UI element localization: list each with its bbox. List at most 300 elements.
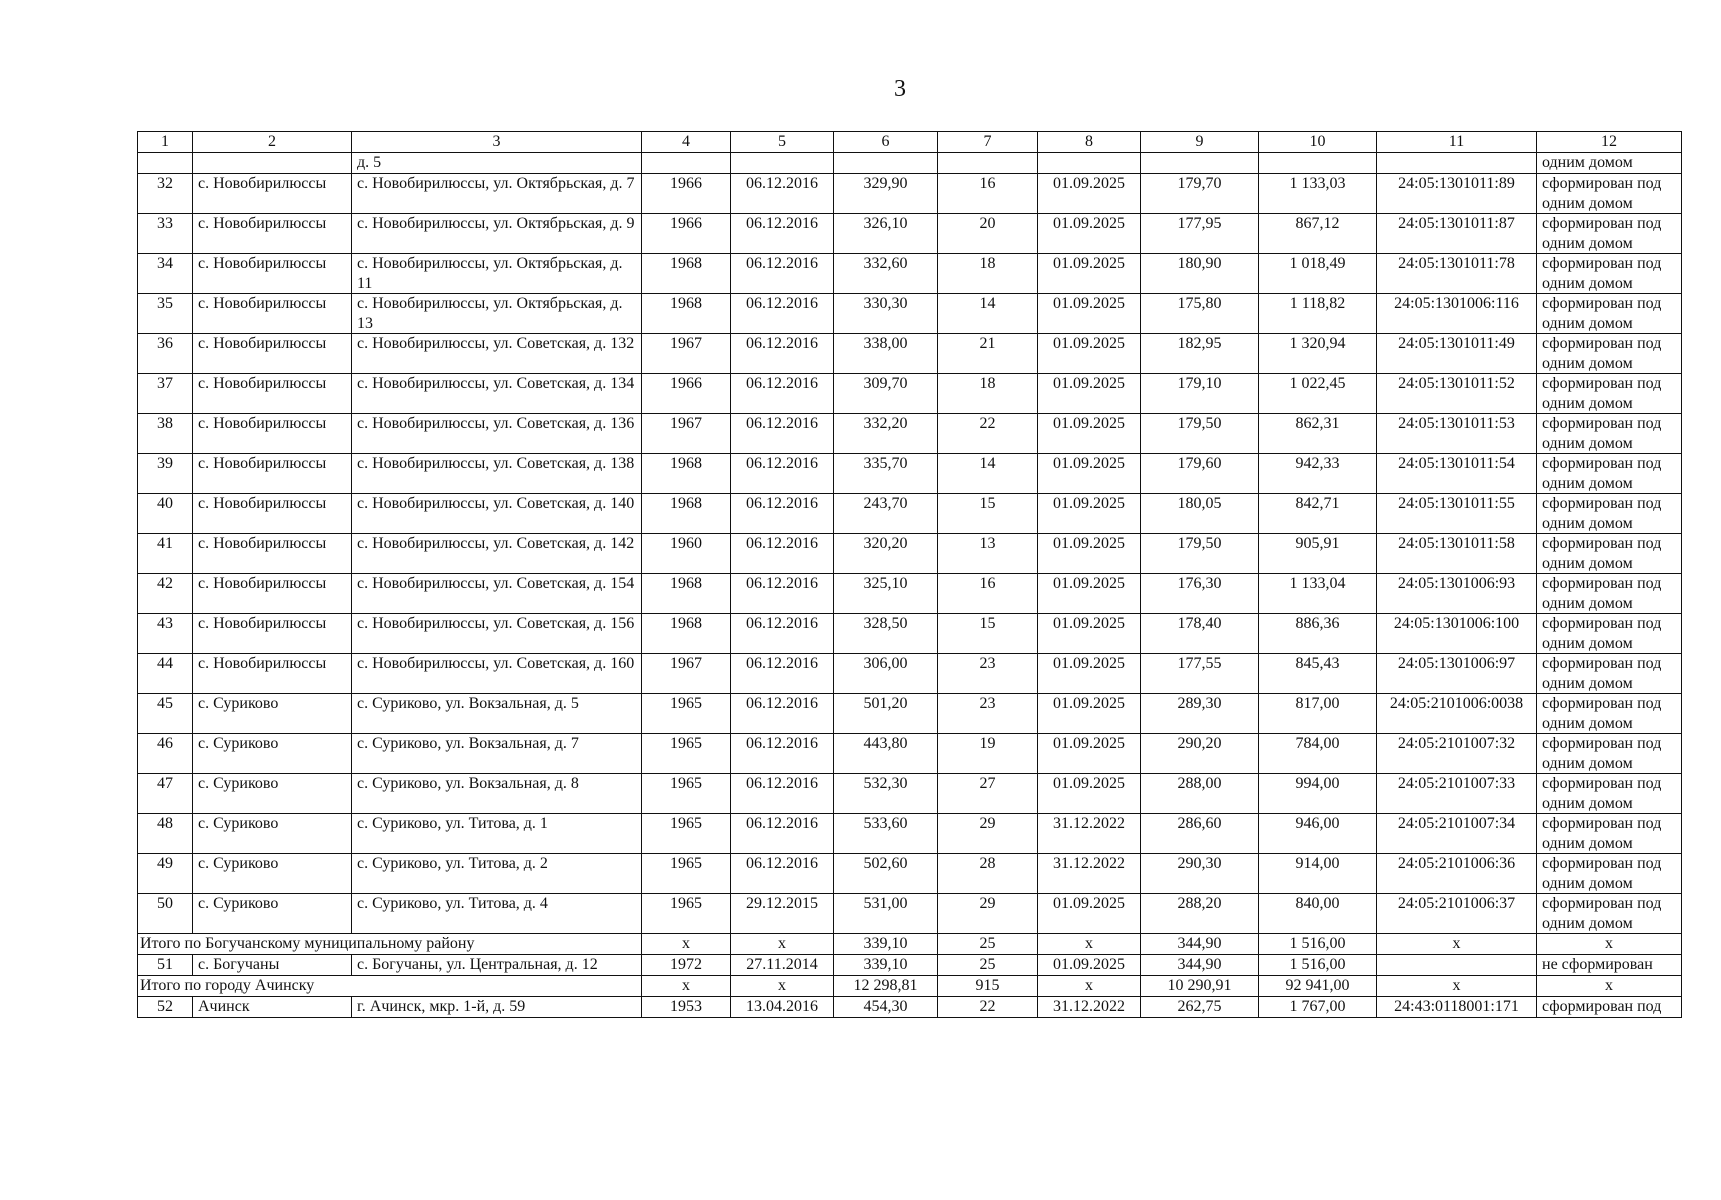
cell-c12: сформирован под одним домом [1537, 254, 1682, 294]
total-row [138, 934, 1682, 955]
cell-c10: 867,12 [1259, 214, 1377, 254]
cell-c7: 23 [938, 654, 1038, 694]
cell-c11: 24:05:1301006:97 [1377, 654, 1537, 694]
col-header-6: 6 [834, 132, 938, 153]
cell-c2: с. Новобирилюссы [193, 414, 352, 454]
cell-c9: 180,90 [1141, 254, 1259, 294]
cell-c12: сформирован под одним домом [1537, 614, 1682, 654]
cell-c11: 24:05:1301006:116 [1377, 294, 1537, 334]
cell-c8: х [1038, 976, 1141, 997]
cell-c1: 44 [138, 654, 193, 694]
cell-c12: сформирован под одним домом [1537, 854, 1682, 894]
cell-c4: 1966 [642, 174, 731, 214]
cell-c3: с. Новобирилюссы, ул. Советская, д. 160 [352, 654, 642, 694]
cell-c3: с. Новобирилюссы, ул. Советская, д. 154 [352, 574, 642, 614]
cell-c6: 454,30 [834, 997, 938, 1018]
cell-c1: 37 [138, 374, 193, 414]
cell-c8: 01.09.2025 [1038, 654, 1141, 694]
cell-c7: 25 [938, 934, 1038, 955]
cell-c1: 34 [138, 254, 193, 294]
table-row [138, 894, 1682, 934]
cell-c2: с. Новобирилюссы [193, 574, 352, 614]
cell-c6: 325,10 [834, 574, 938, 614]
cell-c11 [1377, 153, 1537, 174]
cell-c9: 179,10 [1141, 374, 1259, 414]
total-label: Итого по городу Ачинску [138, 976, 642, 997]
cell-c7: 19 [938, 734, 1038, 774]
col-header-10: 10 [1259, 132, 1377, 153]
cell-c4: 1967 [642, 334, 731, 374]
cell-c12: сформирован под одним домом [1537, 574, 1682, 614]
cell-c8: 01.09.2025 [1038, 894, 1141, 934]
cell-c2: с. Новобирилюссы [193, 254, 352, 294]
total-row [138, 976, 1682, 997]
cell-c6: 332,20 [834, 414, 938, 454]
table-row [138, 614, 1682, 654]
cell-c9: 290,30 [1141, 854, 1259, 894]
cell-c4: 1968 [642, 614, 731, 654]
cell-c7: 915 [938, 976, 1038, 997]
cell-c1: 51 [138, 955, 193, 976]
cell-c3: с. Новобирилюссы, ул. Советская, д. 138 [352, 454, 642, 494]
cell-c1: 39 [138, 454, 193, 494]
col-header-5: 5 [731, 132, 834, 153]
cell-c4: 1968 [642, 254, 731, 294]
cell-c11: х [1377, 934, 1537, 955]
cell-c4: 1968 [642, 574, 731, 614]
cell-c5: х [731, 976, 834, 997]
cell-c9: 178,40 [1141, 614, 1259, 654]
cell-c2: с. Новобирилюссы [193, 294, 352, 334]
table-row [138, 414, 1682, 454]
cell-c2: Ачинск [193, 997, 352, 1018]
cell-c10: 942,33 [1259, 454, 1377, 494]
cell-c6: 320,20 [834, 534, 938, 574]
cell-c11: 24:05:1301006:93 [1377, 574, 1537, 614]
cell-c7: 27 [938, 774, 1038, 814]
cell-c5: х [731, 934, 834, 955]
cell-c3: с. Суриково, ул. Титова, д. 4 [352, 894, 642, 934]
cell-c1: 32 [138, 174, 193, 214]
cell-c4: 1968 [642, 294, 731, 334]
cell-c12: сформирован под одним домом [1537, 174, 1682, 214]
cell-c8: 01.09.2025 [1038, 334, 1141, 374]
cell-c4: 1966 [642, 374, 731, 414]
cell-c10: 1 022,45 [1259, 374, 1377, 414]
cell-c6: 306,00 [834, 654, 938, 694]
cell-c11: 24:05:2101007:32 [1377, 734, 1537, 774]
total-label: Итого по Богучанскому муниципальному району [138, 934, 642, 955]
cell-c12: сформирован под одним домом [1537, 814, 1682, 854]
cell-c5: 06.12.2016 [731, 454, 834, 494]
cell-c4: 1972 [642, 955, 731, 976]
cell-c5: 06.12.2016 [731, 654, 834, 694]
cell-c2: с. Суриково [193, 894, 352, 934]
cell-c2: с. Богучаны [193, 955, 352, 976]
cell-c9: 289,30 [1141, 694, 1259, 734]
cell-c5: 27.11.2014 [731, 955, 834, 976]
cell-c7: 22 [938, 414, 1038, 454]
cell-c2: с. Новобирилюссы [193, 374, 352, 414]
cell-c10: 1 516,00 [1259, 934, 1377, 955]
table-row [138, 734, 1682, 774]
cell-c12: х [1537, 976, 1682, 997]
cell-c12: сформирован под одним домом [1537, 894, 1682, 934]
cell-c9: 344,90 [1141, 934, 1259, 955]
cell-c12: сформирован под одним домом [1537, 374, 1682, 414]
cell-c6: 330,30 [834, 294, 938, 334]
cell-c5: 06.12.2016 [731, 734, 834, 774]
cell-c1 [138, 153, 193, 174]
cell-c6: 339,10 [834, 934, 938, 955]
cell-c10: 886,36 [1259, 614, 1377, 654]
cell-c8: 01.09.2025 [1038, 614, 1141, 654]
cell-c3: с. Суриково, ул. Титова, д. 1 [352, 814, 642, 854]
cell-c8: 01.09.2025 [1038, 374, 1141, 414]
cell-c3: г. Ачинск, мкр. 1-й, д. 59 [352, 997, 642, 1018]
cell-c12: сформирован под одним домом [1537, 454, 1682, 494]
cell-c9 [1141, 153, 1259, 174]
cell-c3: с. Новобирилюссы, ул. Октябрьская, д. 11 [352, 254, 642, 294]
cell-c5: 29.12.2015 [731, 894, 834, 934]
cell-c9: 175,80 [1141, 294, 1259, 334]
cell-c12: сформирован под одним домом [1537, 694, 1682, 734]
cell-c10 [1259, 153, 1377, 174]
cell-c5 [731, 153, 834, 174]
cell-c8: 01.09.2025 [1038, 694, 1141, 734]
cell-c8: 01.09.2025 [1038, 774, 1141, 814]
cell-c9: 177,55 [1141, 654, 1259, 694]
cell-c10: 946,00 [1259, 814, 1377, 854]
cell-c6: 339,10 [834, 955, 938, 976]
cell-c4: 1966 [642, 214, 731, 254]
cell-c4 [642, 153, 731, 174]
cell-c3: с. Новобирилюссы, ул. Советская, д. 142 [352, 534, 642, 574]
cell-c1: 52 [138, 997, 193, 1018]
cell-c11: 24:05:2101006:36 [1377, 854, 1537, 894]
cell-c11: 24:05:2101007:34 [1377, 814, 1537, 854]
cell-c8: 01.09.2025 [1038, 534, 1141, 574]
cell-c11: 24:05:1301011:87 [1377, 214, 1537, 254]
col-header-7: 7 [938, 132, 1038, 153]
cell-c3: с. Новобирилюссы, ул. Советская, д. 136 [352, 414, 642, 454]
cell-c4: 1953 [642, 997, 731, 1018]
cell-c9: 179,50 [1141, 414, 1259, 454]
cell-c10: 862,31 [1259, 414, 1377, 454]
col-header-11: 11 [1377, 132, 1537, 153]
cell-c11: 24:05:1301011:49 [1377, 334, 1537, 374]
cell-c11: 24:05:1301011:89 [1377, 174, 1537, 214]
cell-c5: 06.12.2016 [731, 494, 834, 534]
cell-c5: 06.12.2016 [731, 334, 834, 374]
cell-c10: 842,71 [1259, 494, 1377, 534]
cell-c4: 1965 [642, 854, 731, 894]
cell-c4: х [642, 976, 731, 997]
cell-c1: 42 [138, 574, 193, 614]
cell-c10: 1 516,00 [1259, 955, 1377, 976]
cell-c8: 31.12.2022 [1038, 854, 1141, 894]
table-row [138, 494, 1682, 534]
cell-c10: 994,00 [1259, 774, 1377, 814]
cell-c5: 06.12.2016 [731, 254, 834, 294]
cell-c7: 13 [938, 534, 1038, 574]
cell-c10: 1 767,00 [1259, 997, 1377, 1018]
cell-c6: 332,60 [834, 254, 938, 294]
cell-c9: 180,05 [1141, 494, 1259, 534]
cell-c4: 1965 [642, 694, 731, 734]
table-row [138, 534, 1682, 574]
cell-c10: 1 018,49 [1259, 254, 1377, 294]
table-row [138, 854, 1682, 894]
cell-c10: 92 941,00 [1259, 976, 1377, 997]
cell-c9: 262,75 [1141, 997, 1259, 1018]
table-row [138, 334, 1682, 374]
table-row [138, 574, 1682, 614]
cell-c7 [938, 153, 1038, 174]
cell-c8: 01.09.2025 [1038, 294, 1141, 334]
col-header-8: 8 [1038, 132, 1141, 153]
cell-c3: с. Суриково, ул. Вокзальная, д. 8 [352, 774, 642, 814]
header-row [138, 132, 1682, 153]
cell-c7: 14 [938, 454, 1038, 494]
cell-c1: 49 [138, 854, 193, 894]
cell-c6: 533,60 [834, 814, 938, 854]
cell-c10: 1 133,03 [1259, 174, 1377, 214]
col-header-2: 2 [193, 132, 352, 153]
cell-c11: 24:05:1301011:58 [1377, 534, 1537, 574]
cell-c4: 1965 [642, 774, 731, 814]
cell-c12: не сформирован [1537, 955, 1682, 976]
cell-c8: 01.09.2025 [1038, 214, 1141, 254]
table-row [138, 814, 1682, 854]
cell-c6: 335,70 [834, 454, 938, 494]
cell-c7: 20 [938, 214, 1038, 254]
table-row [138, 254, 1682, 294]
cell-c3: с. Новобирилюссы, ул. Советская, д. 132 [352, 334, 642, 374]
cell-c2: с. Новобирилюссы [193, 614, 352, 654]
cell-c8 [1038, 153, 1141, 174]
cell-c8: х [1038, 934, 1141, 955]
cell-c9: 10 290,91 [1141, 976, 1259, 997]
cell-c12: сформирован под одним домом [1537, 534, 1682, 574]
cell-c12: сформирован под одним домом [1537, 774, 1682, 814]
cell-c11: 24:05:1301011:53 [1377, 414, 1537, 454]
cell-c12: одним домом [1537, 153, 1682, 174]
cell-c3: с. Суриково, ул. Вокзальная, д. 5 [352, 694, 642, 734]
table-row [138, 774, 1682, 814]
cell-c7: 15 [938, 614, 1038, 654]
cell-c5: 06.12.2016 [731, 214, 834, 254]
cell-c3: с. Новобирилюссы, ул. Советская, д. 134 [352, 374, 642, 414]
cell-c9: 179,70 [1141, 174, 1259, 214]
cell-c4: 1967 [642, 414, 731, 454]
cell-c1: 45 [138, 694, 193, 734]
cell-c1: 46 [138, 734, 193, 774]
cell-c7: 25 [938, 955, 1038, 976]
cell-c8: 01.09.2025 [1038, 414, 1141, 454]
cell-c4: 1967 [642, 654, 731, 694]
cell-c1: 38 [138, 414, 193, 454]
cell-c9: 179,60 [1141, 454, 1259, 494]
cell-c8: 01.09.2025 [1038, 454, 1141, 494]
cell-c1: 50 [138, 894, 193, 934]
cell-c4: 1968 [642, 454, 731, 494]
cell-c5: 06.12.2016 [731, 374, 834, 414]
col-header-3: 3 [352, 132, 642, 153]
cell-c5: 06.12.2016 [731, 814, 834, 854]
cell-c12: сформирован под одним домом [1537, 334, 1682, 374]
cell-c2: с. Новобирилюссы [193, 494, 352, 534]
cell-c4: 1965 [642, 814, 731, 854]
cell-c1: 41 [138, 534, 193, 574]
cell-c3: с. Новобирилюссы, ул. Советская, д. 140 [352, 494, 642, 534]
cell-c12: сформирован под [1537, 997, 1682, 1018]
cell-c7: 16 [938, 174, 1038, 214]
cell-c7: 28 [938, 854, 1038, 894]
cell-c11: 24:05:1301006:100 [1377, 614, 1537, 654]
cell-c9: 177,95 [1141, 214, 1259, 254]
cell-c12: сформирован под одним домом [1537, 654, 1682, 694]
table-row [138, 955, 1682, 976]
cell-c5: 06.12.2016 [731, 854, 834, 894]
cell-c3: с. Новобирилюссы, ул. Октябрьская, д. 7 [352, 174, 642, 214]
col-header-9: 9 [1141, 132, 1259, 153]
cell-c7: 29 [938, 894, 1038, 934]
cell-c5: 06.12.2016 [731, 774, 834, 814]
cell-c11: 24:05:1301011:54 [1377, 454, 1537, 494]
col-header-12: 12 [1537, 132, 1682, 153]
cell-c11: 24:05:1301011:55 [1377, 494, 1537, 534]
cell-c6: 502,60 [834, 854, 938, 894]
cell-c1: 33 [138, 214, 193, 254]
cell-c10: 1 320,94 [1259, 334, 1377, 374]
cell-c6: 309,70 [834, 374, 938, 414]
cell-c6: 243,70 [834, 494, 938, 534]
col-header-4: 4 [642, 132, 731, 153]
cell-c10: 817,00 [1259, 694, 1377, 734]
cell-c7: 23 [938, 694, 1038, 734]
cell-c6: 532,30 [834, 774, 938, 814]
cell-c10: 784,00 [1259, 734, 1377, 774]
cell-c2: с. Новобирилюссы [193, 334, 352, 374]
cell-c8: 01.09.2025 [1038, 494, 1141, 534]
cell-c2: с. Новобирилюссы [193, 534, 352, 574]
cell-c6: 531,00 [834, 894, 938, 934]
table-row [138, 454, 1682, 494]
cell-c5: 06.12.2016 [731, 694, 834, 734]
cell-c8: 01.09.2025 [1038, 574, 1141, 614]
cell-c12: сформирован под одним домом [1537, 494, 1682, 534]
cell-c9: 182,95 [1141, 334, 1259, 374]
cell-c12: сформирован под одним домом [1537, 414, 1682, 454]
cell-c9: 344,90 [1141, 955, 1259, 976]
cell-c5: 06.12.2016 [731, 534, 834, 574]
cell-c5: 13.04.2016 [731, 997, 834, 1018]
cell-c2: с. Новобирилюссы [193, 454, 352, 494]
cell-c9: 179,50 [1141, 534, 1259, 574]
cell-c11: 24:05:2101006:37 [1377, 894, 1537, 934]
cell-c11: 24:43:0118001:171 [1377, 997, 1537, 1018]
cell-c6: 326,10 [834, 214, 938, 254]
cell-c9: 176,30 [1141, 574, 1259, 614]
table-row [138, 153, 1682, 174]
cell-c7: 22 [938, 997, 1038, 1018]
table-row [138, 214, 1682, 254]
cell-c7: 29 [938, 814, 1038, 854]
cell-c5: 06.12.2016 [731, 174, 834, 214]
cell-c7: 18 [938, 374, 1038, 414]
cell-c5: 06.12.2016 [731, 614, 834, 654]
cell-c7: 16 [938, 574, 1038, 614]
cell-c11: 24:05:1301011:52 [1377, 374, 1537, 414]
cell-c1: 43 [138, 614, 193, 654]
cell-c3: с. Новобирилюссы, ул. Октябрьская, д. 13 [352, 294, 642, 334]
cell-c11 [1377, 955, 1537, 976]
cell-c6: 338,00 [834, 334, 938, 374]
table-row [138, 294, 1682, 334]
cell-c11: 24:05:2101006:0038 [1377, 694, 1537, 734]
cell-c7: 21 [938, 334, 1038, 374]
cell-c4: х [642, 934, 731, 955]
cell-c6: 328,50 [834, 614, 938, 654]
cell-c3: с. Новобирилюссы, ул. Октябрьская, д. 9 [352, 214, 642, 254]
cell-c10: 1 133,04 [1259, 574, 1377, 614]
cell-c3: с. Суриково, ул. Титова, д. 2 [352, 854, 642, 894]
cell-c2: с. Суриково [193, 814, 352, 854]
cell-c2: с. Суриково [193, 694, 352, 734]
cell-c2: с. Новобирилюссы [193, 654, 352, 694]
cell-c7: 14 [938, 294, 1038, 334]
cell-c6: 443,80 [834, 734, 938, 774]
cell-c10: 840,00 [1259, 894, 1377, 934]
cell-c3: с. Суриково, ул. Вокзальная, д. 7 [352, 734, 642, 774]
cell-c5: 06.12.2016 [731, 294, 834, 334]
cell-c10: 1 118,82 [1259, 294, 1377, 334]
table-row [138, 374, 1682, 414]
cell-c7: 18 [938, 254, 1038, 294]
cell-c2 [193, 153, 352, 174]
cell-c4: 1965 [642, 894, 731, 934]
table-row [138, 694, 1682, 734]
cell-c9: 286,60 [1141, 814, 1259, 854]
cell-c3: с. Новобирилюссы, ул. Советская, д. 156 [352, 614, 642, 654]
cell-c1: 40 [138, 494, 193, 534]
cell-c4: 1968 [642, 494, 731, 534]
cell-c10: 914,00 [1259, 854, 1377, 894]
cell-c5: 06.12.2016 [731, 574, 834, 614]
cell-c11: 24:05:2101007:33 [1377, 774, 1537, 814]
cell-c12: сформирован под одним домом [1537, 294, 1682, 334]
cell-c5: 06.12.2016 [731, 414, 834, 454]
cell-c6: 501,20 [834, 694, 938, 734]
cell-c2: с. Суриково [193, 734, 352, 774]
cell-c8: 01.09.2025 [1038, 955, 1141, 976]
cell-c6 [834, 153, 938, 174]
cell-c12: сформирован под одним домом [1537, 734, 1682, 774]
cell-c11: 24:05:1301011:78 [1377, 254, 1537, 294]
cell-c10: 905,91 [1259, 534, 1377, 574]
cell-c2: с. Суриково [193, 854, 352, 894]
cell-c1: 47 [138, 774, 193, 814]
table-row [138, 174, 1682, 214]
cell-c7: 15 [938, 494, 1038, 534]
cell-c6: 329,90 [834, 174, 938, 214]
cell-c8: 01.09.2025 [1038, 734, 1141, 774]
cell-c1: 48 [138, 814, 193, 854]
cell-c3: д. 5 [352, 153, 642, 174]
cell-c12: х [1537, 934, 1682, 955]
cell-c10: 845,43 [1259, 654, 1377, 694]
